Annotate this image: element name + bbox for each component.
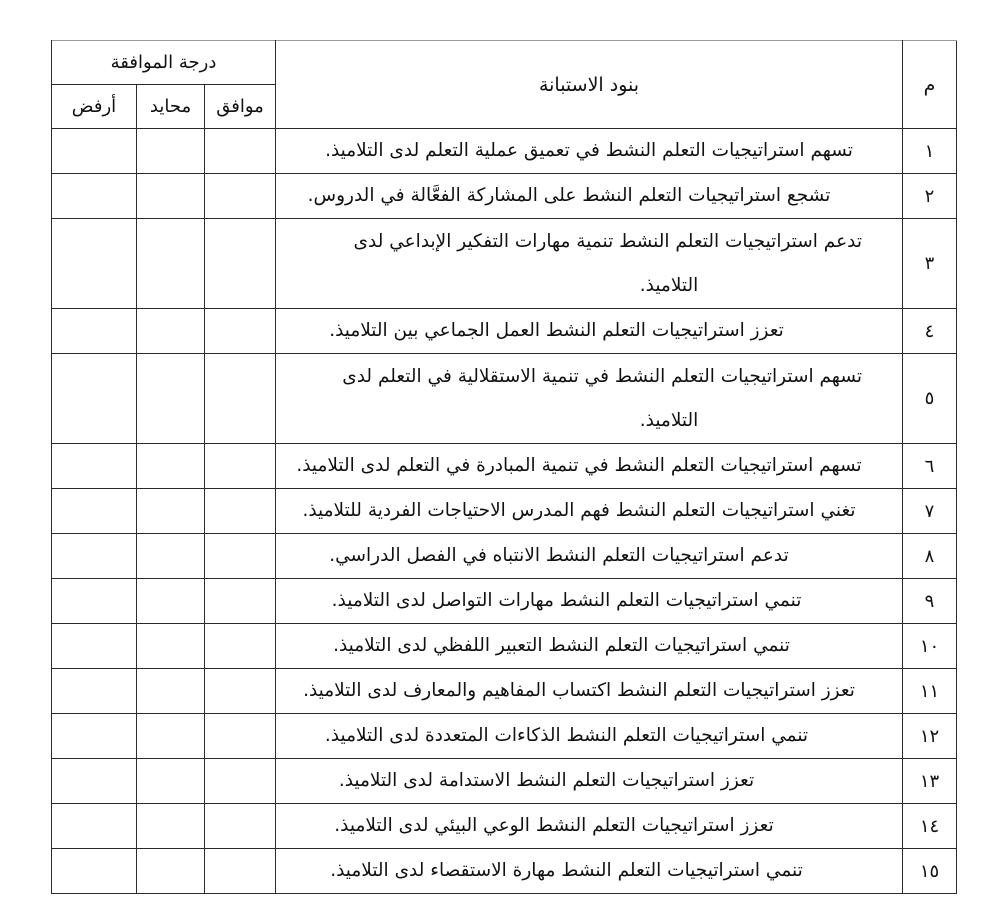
item-text — [276, 354, 903, 444]
reject-answer-cell[interactable] — [51, 309, 136, 354]
reject-answer-cell[interactable] — [51, 714, 136, 759]
item-number: ١٢ — [903, 714, 957, 759]
agree-answer-cell[interactable] — [205, 534, 276, 579]
agree-answer-cell[interactable] — [205, 444, 276, 489]
table-row — [51, 534, 956, 579]
item-number: ٢ — [903, 174, 957, 219]
neutral-answer-cell[interactable] — [137, 534, 205, 579]
table-row — [51, 849, 956, 894]
reject-answer-cell[interactable] — [51, 804, 136, 849]
table-row — [51, 804, 956, 849]
item-text: تسهم استراتيجيات التعلم النشط في تنمية المبادرة في التعلم لدى التلاميذ. — [276, 444, 903, 489]
item-text: تنمي استراتيجيات التعلم النشط الذكاءات المتعددة لدى التلاميذ. — [276, 714, 903, 759]
item-text: تنمي استراتيجيات التعلم النشط مهارة الاستقصاء لدى التلاميذ. — [276, 849, 903, 894]
reject-answer-cell[interactable] — [51, 489, 136, 534]
number-column-header: م — [903, 41, 957, 129]
agree-answer-cell[interactable] — [205, 849, 276, 894]
reject-answer-cell[interactable] — [51, 669, 136, 714]
reject-answer-cell[interactable] — [51, 444, 136, 489]
item-text: تعزز استراتيجيات التعلم النشط اكتساب المفاهيم والمعارف لدى التلاميذ. — [276, 669, 903, 714]
item-number: ١٥ — [903, 849, 957, 894]
reject-answer-cell[interactable] — [51, 129, 136, 174]
agree-answer-cell[interactable] — [205, 804, 276, 849]
neutral-column-header: محايد — [137, 85, 205, 129]
agree-answer-cell[interactable] — [205, 219, 276, 309]
table-row — [51, 714, 956, 759]
item-text: تدعم استراتيجيات التعلم النشط الانتباه في الفصل الدراسي. — [276, 534, 903, 579]
agree-answer-cell[interactable] — [205, 354, 276, 444]
reject-column-header: أرفض — [51, 85, 136, 129]
reject-answer-cell[interactable] — [51, 759, 136, 804]
agree-answer-cell[interactable] — [205, 624, 276, 669]
agree-answer-cell[interactable] — [205, 669, 276, 714]
item-number: ٨ — [903, 534, 957, 579]
item-number: ٦ — [903, 444, 957, 489]
neutral-answer-cell[interactable] — [137, 219, 205, 309]
neutral-answer-cell[interactable] — [137, 759, 205, 804]
item-number: ١ — [903, 129, 957, 174]
reject-answer-cell[interactable] — [51, 219, 136, 309]
agree-answer-cell[interactable] — [205, 759, 276, 804]
table-row — [51, 309, 956, 354]
agree-answer-cell[interactable] — [205, 489, 276, 534]
neutral-answer-cell[interactable] — [137, 174, 205, 219]
reject-answer-cell[interactable] — [51, 354, 136, 444]
agreement-degree-header: درجة الموافقة — [51, 41, 275, 85]
item-number: ١١ — [903, 669, 957, 714]
item-text: تشجع استراتيجيات التعلم النشط على المشاركة الفعَّالة في الدروس. — [276, 174, 903, 219]
table-row — [51, 669, 956, 714]
neutral-answer-cell[interactable] — [137, 714, 205, 759]
table-row — [51, 489, 956, 534]
item-number: ١٤ — [903, 804, 957, 849]
item-number: ٧ — [903, 489, 957, 534]
agree-column-header: موافق — [205, 85, 276, 129]
neutral-answer-cell[interactable] — [137, 579, 205, 624]
table-row — [51, 579, 956, 624]
questionnaire-table — [51, 40, 957, 894]
agree-answer-cell[interactable] — [205, 174, 276, 219]
item-text-line-2: التلاميذ. — [639, 409, 699, 431]
reject-answer-cell[interactable] — [51, 849, 136, 894]
item-number: ١٣ — [903, 759, 957, 804]
neutral-answer-cell[interactable] — [137, 444, 205, 489]
item-number: ١٠ — [903, 624, 957, 669]
agree-answer-cell[interactable] — [205, 579, 276, 624]
table-row — [51, 129, 956, 174]
item-text: تعزز استراتيجيات التعلم النشط الاستدامة لدى التلاميذ. — [276, 759, 903, 804]
neutral-answer-cell[interactable] — [137, 354, 205, 444]
document-page — [52, 40, 957, 894]
table-row — [51, 219, 956, 309]
agree-answer-cell[interactable] — [205, 129, 276, 174]
item-text: تنمي استراتيجيات التعلم النشط مهارات التواصل لدى التلاميذ. — [276, 579, 903, 624]
neutral-answer-cell[interactable] — [137, 849, 205, 894]
item-text-line-2: التلاميذ. — [639, 274, 699, 296]
neutral-answer-cell[interactable] — [137, 669, 205, 714]
item-text-line-1: تسهم استراتيجيات التعلم النشط في تنمية الاستقلالية في التعلم لدى — [342, 365, 862, 387]
item-text: تعزز استراتيجيات التعلم النشط العمل الجماعي بين التلاميذ. — [276, 309, 903, 354]
agree-answer-cell[interactable] — [205, 714, 276, 759]
item-text — [276, 219, 903, 309]
item-text: تنمي استراتيجيات التعلم النشط التعبير اللفظي لدى التلاميذ. — [276, 624, 903, 669]
item-number: ٣ — [903, 219, 957, 309]
item-text: تسهم استراتيجيات التعلم النشط في تعميق عملية التعلم لدى التلاميذ. — [276, 129, 903, 174]
agree-answer-cell[interactable] — [205, 309, 276, 354]
reject-answer-cell[interactable] — [51, 174, 136, 219]
table-row — [51, 354, 956, 444]
neutral-answer-cell[interactable] — [137, 489, 205, 534]
table-row — [51, 759, 956, 804]
neutral-answer-cell[interactable] — [137, 309, 205, 354]
item-text: تغني استراتيجيات التعلم النشط فهم المدرس الاحتياجات الفردية للتلاميذ. — [276, 489, 903, 534]
neutral-answer-cell[interactable] — [137, 129, 205, 174]
table-row — [51, 444, 956, 489]
item-text: تعزز استراتيجيات التعلم النشط الوعي البيئي لدى التلاميذ. — [276, 804, 903, 849]
reject-answer-cell[interactable] — [51, 624, 136, 669]
neutral-answer-cell[interactable] — [137, 624, 205, 669]
item-number: ٤ — [903, 309, 957, 354]
reject-answer-cell[interactable] — [51, 579, 136, 624]
neutral-answer-cell[interactable] — [137, 804, 205, 849]
table-row — [51, 624, 956, 669]
items-column-header: بنود الاستبانة — [276, 41, 903, 129]
item-number: ٥ — [903, 354, 957, 444]
reject-answer-cell[interactable] — [51, 534, 136, 579]
item-text-line-1: تدعم استراتيجيات التعلم النشط تنمية مهارات التفكير الإبداعي لدى — [353, 230, 862, 252]
table-row — [51, 174, 956, 219]
item-number: ٩ — [903, 579, 957, 624]
